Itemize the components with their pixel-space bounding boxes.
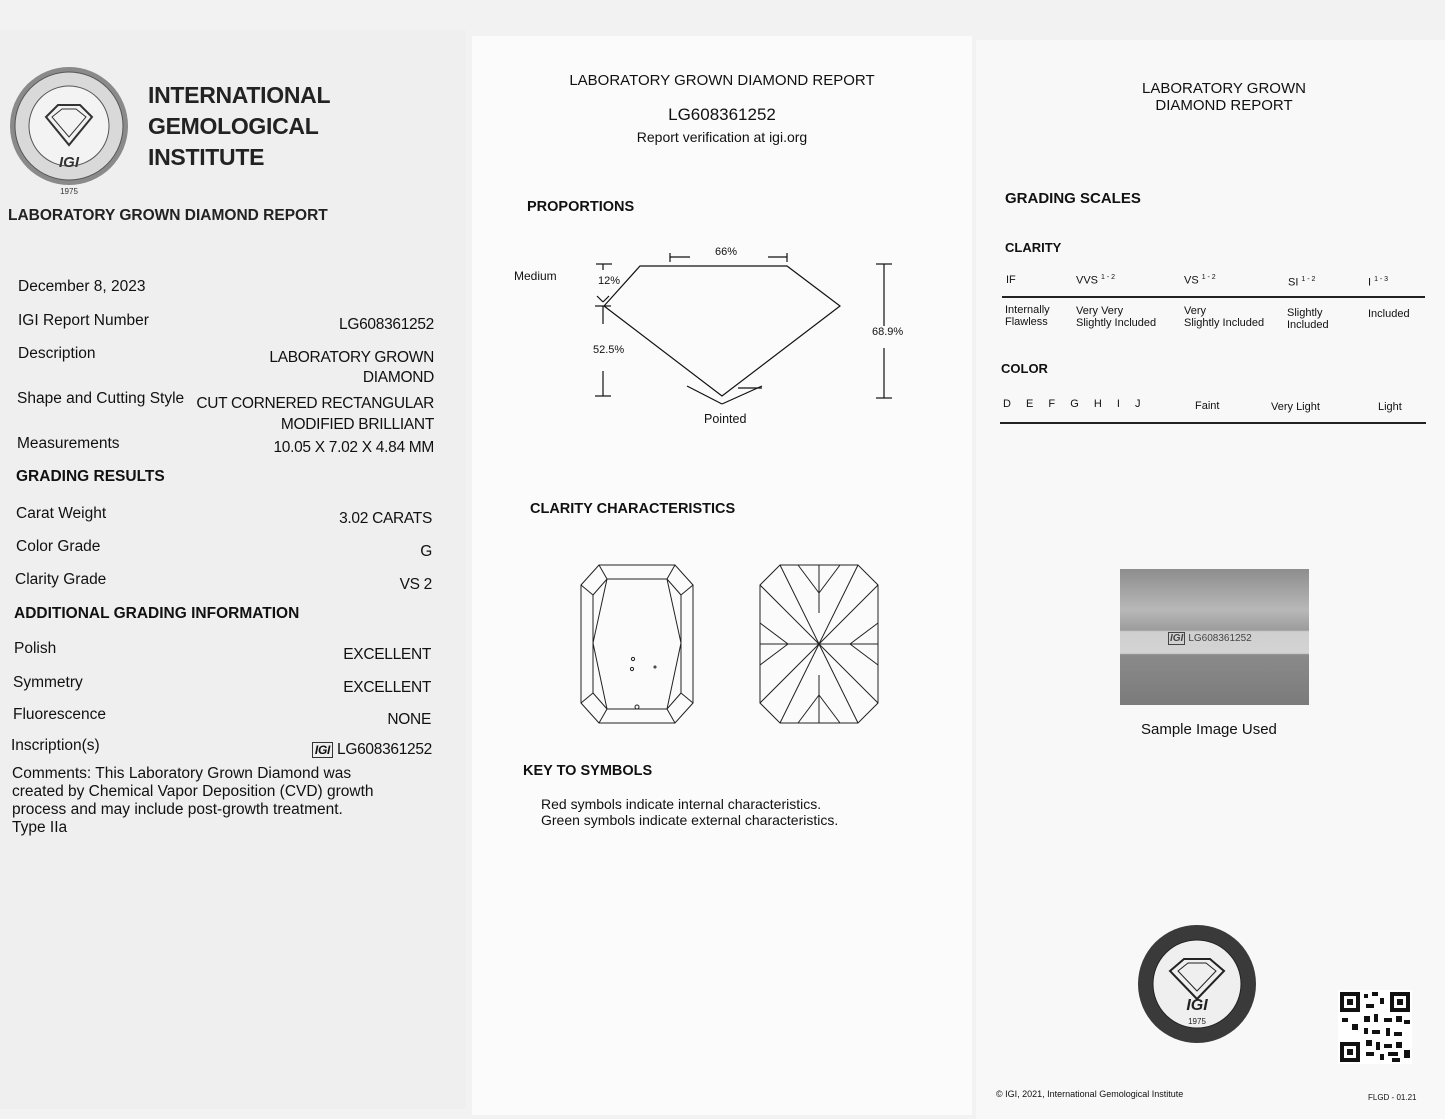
inscription-label: Inscription(s) (11, 737, 100, 754)
proportions-heading: PROPORTIONS (527, 199, 635, 215)
additional-grading-heading: ADDITIONAL GRADING INFORMATION (14, 605, 300, 622)
clarity-desc-si: Slightly Included (1287, 307, 1329, 331)
symmetry-label: Symmetry (13, 674, 83, 691)
shape-value (196, 393, 434, 435)
shape-line-1: CUT CORNERED RECTANGULAR (196, 395, 434, 412)
igi-inscription-logo-icon: IGI (312, 742, 333, 758)
copyright: © IGI, 2021, International Gemological Institute (996, 1089, 1184, 1099)
color-letter-e: E (1026, 398, 1034, 410)
clarity-plot-pavilion (758, 563, 880, 725)
comments-line-4: Type IIa (12, 819, 68, 836)
clarity-scale-heading: CLARITY (1005, 240, 1062, 255)
institute-name (148, 80, 330, 173)
inscription-value-wrap (312, 741, 432, 759)
color-word-faint: Faint (1195, 400, 1220, 412)
key-line-2: Green symbols indicate external characteristics. (541, 812, 839, 828)
description-label: Description (18, 345, 96, 362)
clarity-label: Clarity Grade (15, 571, 107, 588)
grading-scales-heading: GRADING SCALES (1005, 190, 1141, 207)
color-value: G (420, 543, 432, 560)
color-word-very-light: Very Light (1271, 401, 1320, 413)
seal-mark: IGI (1186, 997, 1208, 1014)
key-to-symbols-heading: KEY TO SYMBOLS (523, 763, 653, 779)
color-letter-g: G (1070, 398, 1079, 410)
report-number-label: IGI Report Number (18, 312, 149, 329)
color-letter-d: D (1003, 398, 1011, 410)
inscription-value: LG608361252 (337, 741, 432, 758)
igi-seal (1136, 923, 1258, 1045)
report-number-value: LG608361252 (339, 316, 434, 333)
clarity-scale-rule (1002, 296, 1425, 298)
form-code: FLGD - 01.21 (1368, 1093, 1417, 1102)
clarity-value: VS 2 (399, 576, 432, 593)
diamond-profile-outline (604, 266, 840, 396)
institute-name-line-3: INSTITUTE (148, 144, 265, 170)
clarity-grade-if: IF (1006, 274, 1016, 286)
key-line-1: Red symbols indicate internal characteristics. (541, 796, 822, 812)
clarity-characteristics-heading: CLARITY CHARACTERISTICS (530, 501, 736, 517)
grading-results-heading: GRADING RESULTS (16, 468, 165, 485)
clarity-desc-vvs: Very Very Slightly Included (1076, 305, 1157, 329)
clarity-plot-crown (577, 563, 697, 725)
color-letter-f: F (1048, 398, 1056, 410)
carat-value: 3.02 CARATS (339, 510, 432, 527)
fluorescence-label: Fluorescence (13, 706, 107, 723)
table-pct-label: 66% (715, 246, 738, 258)
verification-text: Report verification at igi.org (636, 129, 808, 145)
institute-name-line-2: GEMOLOGICAL (148, 113, 319, 139)
shape-label: Shape and Cutting Style (17, 390, 185, 407)
pavilion-pct-label: 52.5% (593, 344, 625, 356)
measurements-value: 10.05 X 7.02 X 4.84 MM (273, 439, 434, 456)
comments-block (12, 765, 374, 837)
color-letter-h: H (1093, 398, 1102, 410)
igi-seal-icon (1136, 923, 1258, 1045)
right-title-line-1: LABORATORY GROWN (1142, 80, 1306, 97)
clarity-desc-if: Internally Flawless (1005, 304, 1050, 328)
key-lines (541, 796, 838, 828)
description-line-2: DIAMOND (362, 369, 434, 386)
depth-pct-label: 68.9% (872, 326, 904, 338)
right-title-line-2: DIAMOND REPORT (1155, 97, 1293, 114)
logo-mark: IGI (58, 154, 79, 171)
polish-value: EXCELLENT (343, 646, 431, 663)
middle-report-number: LG608361252 (668, 105, 776, 124)
crown-angle-label: 12% (598, 275, 621, 287)
shape-line-2: MODIFIED BRILLIANT (280, 416, 434, 433)
sample-inscription-text (1168, 633, 1252, 644)
report-left-panel (0, 30, 466, 1109)
report-right-panel (976, 40, 1445, 1119)
right-title (1124, 80, 1324, 114)
clarity-desc-i: Included (1368, 308, 1410, 320)
color-letters (1003, 398, 1140, 410)
comments-line-1: Comments: This Laboratory Grown Diamond was (12, 765, 352, 782)
comments-line-2: created by Chemical Vapor Deposition (CVD) growth (12, 783, 374, 800)
polish-label: Polish (14, 640, 57, 657)
color-letter-j: J (1134, 398, 1141, 410)
comments-line-3: process and may include post-growth treatment. (12, 801, 343, 818)
middle-title: LABORATORY GROWN DIAMOND REPORT (569, 72, 875, 89)
logo-year: 1975 (60, 187, 78, 196)
girdle-label: Medium (514, 269, 557, 283)
carat-label: Carat Weight (16, 505, 107, 522)
report-title: LABORATORY GROWN DIAMOND REPORT (8, 207, 328, 224)
description-line-1: LABORATORY GROWN (269, 349, 434, 366)
fluorescence-value: NONE (387, 711, 431, 728)
igi-logo-seal (8, 65, 130, 196)
report-middle-panel (472, 36, 972, 1115)
color-scale-rule (1000, 422, 1426, 424)
clarity-grade-si: SI $^{1 - 2}$ (1288, 276, 1316, 289)
description-value (269, 348, 434, 388)
seal-year: 1975 (1188, 1017, 1206, 1026)
clarity-grade-i: I $^{1 - 3}$ (1368, 276, 1389, 289)
symmetry-value: EXCELLENT (343, 679, 431, 696)
clarity-grade-vs: VS $^{1 - 2}$ (1184, 274, 1216, 287)
culet-label: Pointed (704, 412, 747, 426)
sample-igi-logo-icon: IGI (1170, 633, 1184, 644)
clarity-grade-vvs: VVS $^{1 - 2}$ (1076, 274, 1116, 287)
sample-inscription-number: LG608361252 (1188, 633, 1252, 644)
color-label: Color Grade (16, 538, 101, 555)
sample-inscription-image (1120, 569, 1309, 705)
sample-caption: Sample Image Used (1141, 721, 1277, 738)
institute-name-line-1: INTERNATIONAL (148, 82, 331, 108)
color-word-light: Light (1378, 401, 1402, 413)
measurements-label: Measurements (17, 435, 120, 452)
qr-code-icon[interactable] (1338, 990, 1412, 1064)
color-scale-heading: COLOR (1001, 361, 1048, 376)
color-letter-i: I (1116, 398, 1120, 410)
report-date: December 8, 2023 (18, 278, 146, 295)
clarity-desc-vs: Very Slightly Included (1184, 305, 1265, 329)
